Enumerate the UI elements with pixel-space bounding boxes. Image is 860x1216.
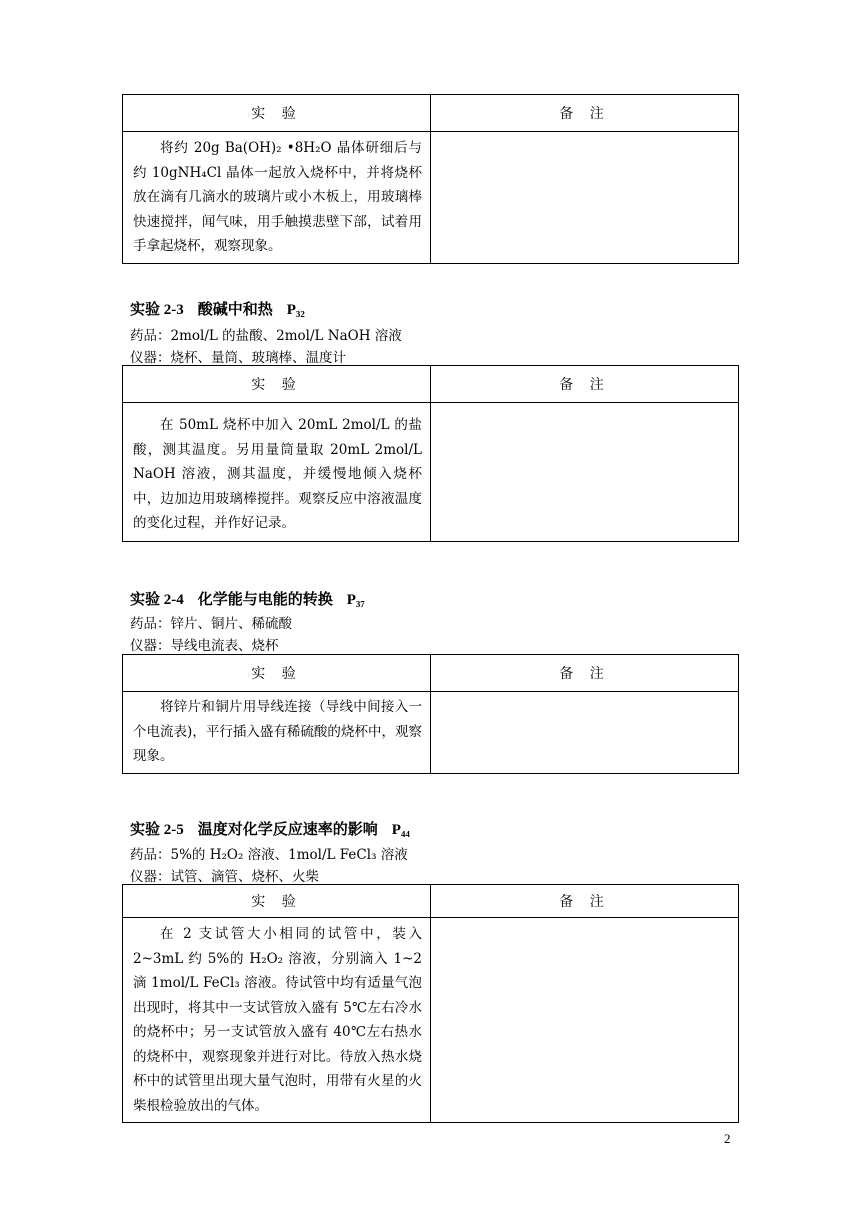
header-notes: 备 注 — [431, 366, 739, 403]
title-name: 酸碱中和热 — [197, 302, 273, 318]
instruments-line: 仪器：导线电流表、烧杯 — [130, 638, 279, 654]
header-experiment: 实 验 — [123, 885, 431, 918]
header-experiment: 实 验 — [123, 366, 431, 403]
title-page: P₃₂ — [286, 302, 305, 318]
section-title-2-5 — [130, 818, 410, 839]
notes-cell[interactable] — [431, 132, 739, 264]
title-label: 实验 2-5 — [130, 822, 184, 838]
experiment-table-4 — [122, 884, 739, 1123]
header-experiment: 实 验 — [123, 95, 431, 132]
title-label: 实验 2-4 — [130, 592, 184, 608]
reagents-line: 药品：2mol/L 的盐酸、2mol/L NaOH 溶液 — [130, 328, 402, 344]
notes-cell[interactable] — [431, 692, 739, 774]
title-label: 实验 2-3 — [130, 302, 184, 318]
header-notes: 备 注 — [431, 655, 739, 692]
title-name: 温度对化学反应速率的影响 — [197, 822, 378, 838]
experiment-text: 在 2 支试管大小相同的试管中，装入 2~3mL 约 5%的 H₂O₂ 溶液，分别滴入 1~2 滴 1mol/L FeCl₃ 溶液。待试管中均有适量气泡出现时，将其中一支试管放入盛有 5℃左右冷水的烧杯中；另一支试管放入盛有 40℃左右热水的烧杯中，观察现象并进行对比。待放入热水烧杯中的试管里出现大量气泡时，用带有火星的火柴根检验放出的气体。 — [123, 918, 431, 1123]
experiment-table-3 — [122, 654, 739, 774]
title-page: P₃₇ — [346, 592, 365, 608]
reagents-line: 药品：锌片、铜片、稀硫酸 — [130, 616, 292, 632]
experiment-text: 将锌片和铜片用导线连接（导线中间接入一个电流表)，平行插入盛有稀硫酸的烧杯中，观察现象。 — [123, 692, 431, 774]
header-notes: 备 注 — [431, 95, 739, 132]
header-experiment: 实 验 — [123, 655, 431, 692]
experiment-table-1 — [122, 94, 739, 264]
instruments-line: 仪器：烧杯、量筒、玻璃棒、温度计 — [130, 350, 346, 366]
section-title-2-3 — [130, 298, 305, 319]
experiment-text: 在 50mL 烧杯中加入 20mL 2mol/L 的盐酸，测其温度。另用量筒量取 20mL 2mol/L NaOH 溶液，测其温度，并缓慢地倾入烧杯中，边加边用玻璃棒搅拌。观察反应中溶液温度的变化过程，并作好记录。 — [123, 403, 431, 542]
title-name: 化学能与电能的转换 — [197, 592, 333, 608]
notes-cell[interactable] — [431, 918, 739, 1123]
experiment-text: 将约 20g Ba(OH)₂ •8H₂O 晶体研细后与约 10gNH₄Cl 晶体一起放入烧杯中，并将烧杯放在滴有几滴水的玻璃片或小木板上，用玻璃棒快速搅拌，闻气味，用手触摸悲壁下部，试着用手拿起烧杯，观察现象。 — [123, 132, 431, 264]
reagents-line: 药品：5%的 H₂O₂ 溶液、1mol/L FeCl₃ 溶液 — [130, 847, 408, 863]
title-page: P₄₄ — [391, 822, 410, 838]
section-title-2-4 — [130, 588, 365, 609]
instruments-line: 仪器：试管、滴管、烧杯、火柴 — [130, 869, 319, 885]
header-notes: 备 注 — [431, 885, 739, 918]
notes-cell[interactable] — [431, 403, 739, 542]
page-number: 2 — [724, 1131, 731, 1146]
experiment-table-2 — [122, 365, 739, 542]
